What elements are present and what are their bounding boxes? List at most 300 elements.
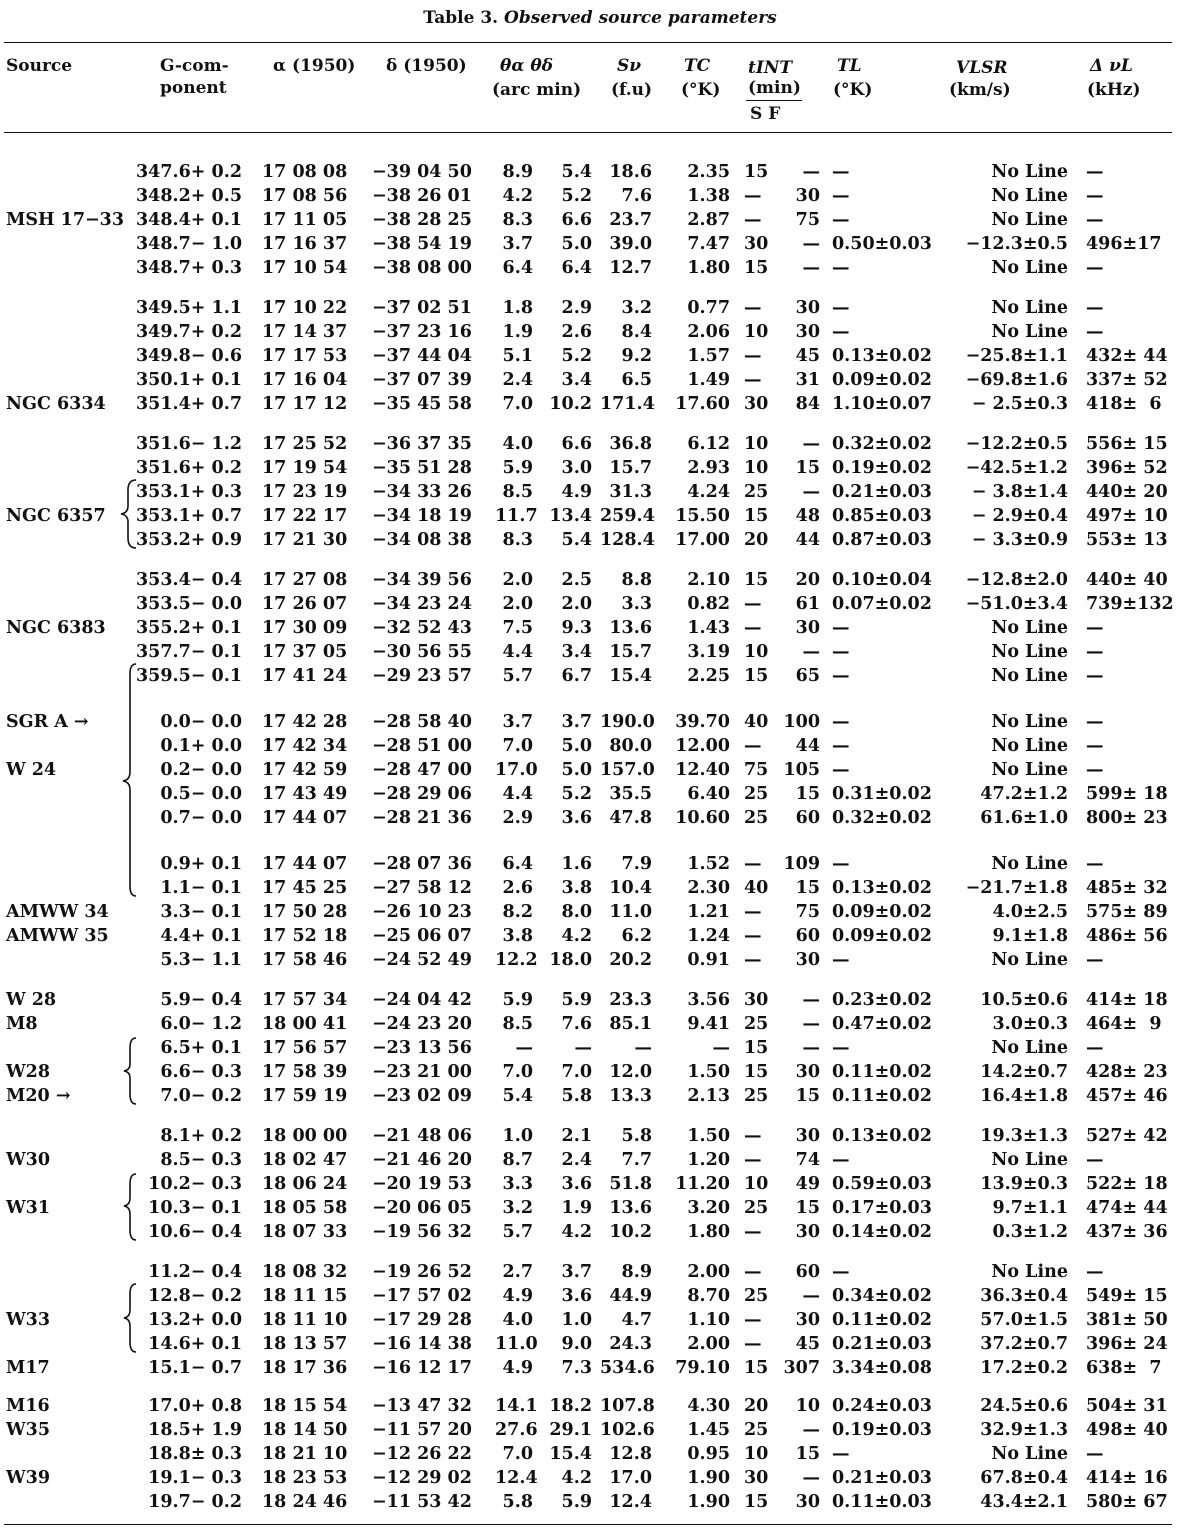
cell-tf: — [802,258,820,278]
cell-v: − 2.9±0.4 [971,506,1068,526]
cell-tf: — [802,234,820,254]
cell-ts: 15 [744,666,769,686]
cell-tl: — [832,854,850,874]
cell-d: −39 04 50 [372,162,472,182]
cell-d: −37 23 16 [372,322,472,342]
cell-d: −28 58 40 [372,712,472,732]
cell-tf: 15 [795,1086,820,1106]
cell-td: 5.9 [561,1492,592,1512]
cell-ta: 3.8 [502,926,533,946]
cell-d: −12 29 02 [372,1468,472,1488]
cell-a: 18 11 10 [262,1310,348,1330]
cell-d: −34 08 38 [372,530,472,550]
cell-tf: 49 [795,1174,820,1194]
table-row [0,1284,1200,1308]
cell-dn: — [1086,186,1104,206]
table-row [0,232,1200,256]
cell-ts: 15 [744,258,769,278]
cell-s: 8.4 [621,322,652,342]
cell-ta: 4.0 [502,1310,533,1330]
cell-v: 67.8±0.4 [980,1468,1068,1488]
cell-tl: 0.59±0.03 [832,1174,932,1194]
cell-a: 17 44 07 [262,808,348,828]
cell-v: −12.2±0.5 [965,434,1068,454]
header-tint: tINT [748,58,792,78]
cell-g: 17.0+ 0.8 [148,1396,242,1416]
cell-ta: 2.6 [502,878,533,898]
cell-tl: — [832,186,850,206]
cell-v: 61.6±1.0 [980,808,1068,828]
cell-g: 6.5+ 0.1 [160,1038,242,1058]
cell-ta: 8.3 [502,530,533,550]
cell-g: 347.6+ 0.2 [136,162,242,182]
cell-td: 15.4 [549,1444,592,1464]
cell-g: 18.8± 0.3 [148,1444,242,1464]
cell-ta: 7.0 [502,1444,533,1464]
cell-td: 5.9 [561,990,592,1010]
cell-tl: — [832,1262,850,1282]
cell-d: −23 13 56 [372,1038,472,1058]
cell-ts: — [744,210,762,230]
cell-tc: 0.95 [687,1444,730,1464]
cell-dn: 432± 44 [1086,346,1168,366]
cell-tl: — [832,618,850,638]
cell-dn: 418± 6 [1086,394,1162,414]
cell-ts: — [744,1222,762,1242]
cell-tl: 0.13±0.02 [832,1126,932,1146]
cell-dn: 396± 24 [1086,1334,1168,1354]
cell-ts: — [744,1126,762,1146]
table-row [0,1124,1200,1148]
cell-d: −37 44 04 [372,346,472,366]
cell-s: 35.5 [609,784,652,804]
cell-tl: 0.50±0.03 [832,234,932,254]
cell-ts: 25 [744,784,769,804]
cell-dn: — [1086,1038,1104,1058]
cell-tc: 12.40 [675,760,730,780]
cell-v: −12.3±0.5 [965,234,1068,254]
cell-a: 17 19 54 [262,458,348,478]
cell-s: 36.8 [609,434,652,454]
cell-src: NGC 6334 [6,394,106,414]
table-row [0,1148,1200,1172]
cell-ta: 6.4 [502,854,533,874]
cell-dn: — [1086,1150,1104,1170]
table-row [0,1220,1200,1244]
header-alpha: α (1950) [273,56,356,76]
cell-v: 32.9±1.3 [980,1420,1068,1440]
cell-ts: 15 [744,1492,769,1512]
table-row [0,1418,1200,1442]
cell-dn: 381± 50 [1086,1310,1168,1330]
cell-td: 3.0 [561,458,592,478]
cell-td: 9.3 [561,618,592,638]
table-row [0,432,1200,456]
cell-tc: 1.52 [687,854,730,874]
table-row [0,1466,1200,1490]
cell-tl: 0.21±0.03 [832,1334,932,1354]
cell-d: −24 23 20 [372,1014,472,1034]
header-vlsr-unit: (km/s) [949,80,1011,100]
cell-tf: — [802,162,820,182]
cell-a: 17 43 49 [262,784,348,804]
cell-dn: — [1086,618,1104,638]
cell-tc: 4.24 [687,482,730,502]
cell-v: − 3.3±0.9 [971,530,1068,550]
cell-td: 7.3 [561,1358,592,1378]
cell-dn: 428± 23 [1086,1062,1168,1082]
cell-ts: — [744,618,762,638]
cell-tc: 2.00 [687,1334,730,1354]
cell-g: 350.1+ 0.1 [136,370,242,390]
cell-v: No Line [991,322,1068,342]
header-s: Sν [617,56,642,76]
cell-ta: 5.7 [502,1222,533,1242]
cell-ta: — [515,1038,533,1058]
cell-a: 18 13 57 [262,1334,348,1354]
header-tint-unit: (min) [748,78,801,98]
cell-v: 10.5±0.6 [980,990,1068,1010]
cell-s: 31.3 [609,482,652,502]
cell-td: 5.2 [561,346,592,366]
cell-a: 17 10 54 [262,258,348,278]
cell-ts: 10 [744,434,769,454]
cell-v: No Line [991,210,1068,230]
cell-dn: 337± 52 [1086,370,1168,390]
cell-a: 18 17 36 [262,1358,348,1378]
cell-ta: 14.1 [495,1396,538,1416]
table-row [0,528,1200,552]
cell-g: 4.4+ 0.1 [160,926,242,946]
table-caption: Observed source parameters [504,8,777,28]
cell-s: 15.7 [609,642,652,662]
cell-d: −25 06 07 [372,926,472,946]
cell-dn: — [1086,322,1104,342]
cell-v: 57.0±1.5 [980,1310,1068,1330]
cell-v: −42.5±1.2 [965,458,1068,478]
cell-tf: 15 [795,1198,820,1218]
cell-g: 18.5+ 1.9 [148,1420,242,1440]
cell-ta: 8.5 [502,482,533,502]
cell-s: 39.0 [609,234,652,254]
cell-v: 43.4±2.1 [980,1492,1068,1512]
cell-tc: 1.90 [687,1468,730,1488]
table-row [0,1260,1200,1284]
cell-tf: — [802,1468,820,1488]
cell-td: 2.9 [561,298,592,318]
cell-ts: 10 [744,322,769,342]
cell-tl: 0.09±0.02 [832,370,932,390]
cell-dn: 396± 52 [1086,458,1168,478]
cell-ta: 3.2 [502,1198,533,1218]
cell-ta: 5.7 [502,666,533,686]
cell-s: 157.0 [600,760,655,780]
cell-tl: 0.32±0.02 [832,434,932,454]
cell-ta: 7.5 [502,618,533,638]
cell-ts: 30 [744,394,769,414]
cell-ts: 30 [744,234,769,254]
cell-g: 348.7− 1.0 [136,234,242,254]
cell-v: No Line [991,298,1068,318]
cell-tf: 30 [795,186,820,206]
cell-src: M20 → [6,1086,71,1106]
cell-ts: — [744,950,762,970]
table-row [0,1394,1200,1418]
cell-d: −20 19 53 [372,1174,472,1194]
table-row [0,948,1200,972]
cell-td: 29.1 [549,1420,592,1440]
cell-g: 351.4+ 0.7 [136,394,242,414]
cell-tl: — [832,666,850,686]
header-theta: θα θδ [500,56,554,76]
cell-g: 3.3− 0.1 [160,902,242,922]
cell-td: 5.4 [561,162,592,182]
cell-ts: 25 [744,1086,769,1106]
cell-tf: 30 [795,1062,820,1082]
cell-tc: 3.56 [687,990,730,1010]
cell-tl: — [832,712,850,732]
cell-s: 23.7 [609,210,652,230]
cell-g: 0.0− 0.0 [160,712,242,732]
cell-g: 8.5− 0.3 [160,1150,242,1170]
cell-a: 17 08 08 [262,162,348,182]
cell-ts: — [744,902,762,922]
cell-ta: 3.3 [502,1174,533,1194]
table-row [0,852,1200,876]
cell-g: 10.2− 0.3 [148,1174,242,1194]
cell-td: 4.2 [561,1468,592,1488]
cell-td: 18.2 [549,1396,592,1416]
table-row [0,640,1200,664]
cell-g: 0.7− 0.0 [160,808,242,828]
cell-tc: 4.30 [687,1396,730,1416]
cell-td: 2.6 [561,322,592,342]
cell-src: AMWW 35 [6,926,109,946]
cell-dn: 580± 67 [1086,1492,1168,1512]
cell-g: 19.7− 0.2 [148,1492,242,1512]
cell-tc: 1.57 [687,346,730,366]
cell-tc: 2.87 [687,210,730,230]
cell-d: −21 48 06 [372,1126,472,1146]
cell-tl: — [832,322,850,342]
header-tl: TL [837,56,862,76]
cell-g: 349.7+ 0.2 [136,322,242,342]
cell-td: 8.0 [561,902,592,922]
cell-a: 18 05 58 [262,1198,348,1218]
cell-ts: 20 [744,1396,769,1416]
cell-dn: — [1086,736,1104,756]
cell-tf: 60 [795,1262,820,1282]
cell-tc: 1.90 [687,1492,730,1512]
cell-tl: 0.32±0.02 [832,808,932,828]
cell-a: 17 37 05 [262,642,348,662]
cell-g: 13.2+ 0.0 [148,1310,242,1330]
cell-td: 2.4 [561,1150,592,1170]
cell-tc: 8.70 [687,1286,730,1306]
cell-tc: 9.41 [687,1014,730,1034]
cell-tl: 0.07±0.02 [832,594,932,614]
cell-g: 14.6+ 0.1 [148,1334,242,1354]
cell-ta: 8.5 [502,1014,533,1034]
cell-ta: 4.2 [502,186,533,206]
cell-v: 4.0±2.5 [992,902,1068,922]
cell-dn: 800± 23 [1086,808,1168,828]
cell-tl: — [832,642,850,662]
cell-tc: 12.00 [675,736,730,756]
cell-a: 18 11 15 [262,1286,348,1306]
cell-s: 107.8 [600,1396,655,1416]
cell-tf: 20 [795,570,820,590]
cell-td: 2.0 [561,594,592,614]
cell-v: No Line [991,736,1068,756]
cell-tf: 10 [795,1396,820,1416]
cell-ts: 15 [744,1062,769,1082]
cell-tf: 84 [795,394,820,414]
cell-tl: 0.23±0.02 [832,990,932,1010]
cell-tc: 1.21 [687,902,730,922]
cell-tc: 3.20 [687,1198,730,1218]
cell-tf: 30 [795,298,820,318]
cell-s: 3.3 [621,594,652,614]
cell-v: −21.7±1.8 [965,878,1068,898]
cell-td: 18.0 [549,950,592,970]
cell-v: 16.4±1.8 [980,1086,1068,1106]
cell-g: 0.9+ 0.1 [160,854,242,874]
cell-tc: 79.10 [675,1358,730,1378]
cell-v: 9.7±1.1 [992,1198,1068,1218]
cell-tl: 0.13±0.02 [832,878,932,898]
cell-dn: 464± 9 [1086,1014,1162,1034]
cell-tc: 2.13 [687,1086,730,1106]
cell-s: 13.6 [609,1198,652,1218]
cell-tc: 15.50 [675,506,730,526]
cell-a: 17 16 04 [262,370,348,390]
cell-ts: 25 [744,1286,769,1306]
cell-tc: 1.45 [687,1420,730,1440]
cell-dn: — [1086,642,1104,662]
cell-tc: 2.30 [687,878,730,898]
cell-g: 15.1− 0.7 [148,1358,242,1378]
cell-v: No Line [991,1150,1068,1170]
cell-tc: — [712,1038,730,1058]
cell-tf: 44 [795,736,820,756]
cell-tl: 0.24±0.03 [832,1396,932,1416]
cell-ts: — [744,346,762,366]
bottom-rule [4,1524,1172,1525]
cell-d: −38 28 25 [372,210,472,230]
cell-tc: 10.60 [675,808,730,828]
cell-dn: 440± 20 [1086,482,1168,502]
cell-s: 128.4 [600,530,655,550]
cell-a: 18 14 50 [262,1420,348,1440]
cell-src: W33 [6,1310,51,1330]
cell-ta: 1.0 [502,1126,533,1146]
cell-src: AMWW 34 [6,902,109,922]
cell-v: No Line [991,186,1068,206]
cell-tf: 307 [783,1358,820,1378]
header-tc: TC [684,56,711,76]
cell-dn: — [1086,854,1104,874]
cell-td: 1.6 [561,854,592,874]
table-row [0,1036,1200,1060]
cell-ts: 10 [744,1174,769,1194]
cell-ts: 25 [744,808,769,828]
cell-v: 24.5±0.6 [980,1396,1068,1416]
cell-tl: 0.11±0.02 [832,1062,932,1082]
cell-dn: 553± 13 [1086,530,1168,550]
header-s-unit: (f.u) [611,80,653,100]
cell-tl: 0.17±0.03 [832,1198,932,1218]
cell-d: −29 23 57 [372,666,472,686]
cell-ts: 10 [744,642,769,662]
cell-tf: 15 [795,784,820,804]
cell-g: 0.5− 0.0 [160,784,242,804]
cell-ta: 8.2 [502,902,533,922]
cell-tl: 0.11±0.03 [832,1492,932,1512]
cell-dn: — [1086,1444,1104,1464]
cell-s: 24.3 [609,1334,652,1354]
cell-g: 348.2+ 0.5 [136,186,242,206]
cell-ts: 25 [744,1420,769,1440]
cell-ts: 75 [744,760,769,780]
cell-td: 4.2 [561,1222,592,1242]
cell-td: 3.6 [561,1286,592,1306]
cell-tl: — [832,298,850,318]
cell-ta: 3.7 [502,712,533,732]
cell-src: M16 [6,1396,50,1416]
cell-src: NGC 6357 [6,506,106,526]
cell-tc: 1.38 [687,186,730,206]
cell-ts: — [744,186,762,206]
cell-g: 0.2− 0.0 [160,760,242,780]
cell-a: 18 00 00 [262,1126,348,1146]
cell-ta: 11.7 [495,506,538,526]
cell-tc: 1.80 [687,258,730,278]
cell-tc: 7.47 [687,234,730,254]
cell-a: 17 27 08 [262,570,348,590]
cell-a: 17 41 24 [262,666,348,686]
cell-s: 9.2 [621,346,652,366]
cell-tf: 30 [795,950,820,970]
cell-dn: — [1086,258,1104,278]
cell-d: −30 56 55 [372,642,472,662]
cell-tf: 60 [795,926,820,946]
table-row [0,368,1200,392]
table-row [0,456,1200,480]
cell-ts: 30 [744,1468,769,1488]
table-row [0,1012,1200,1036]
cell-v: 9.1±1.8 [992,926,1068,946]
cell-td: 9.0 [561,1334,592,1354]
table-row [0,1084,1200,1108]
table-row [0,1308,1200,1332]
cell-td: 6.4 [561,258,592,278]
cell-tc: 1.24 [687,926,730,946]
cell-g: 351.6− 1.2 [136,434,242,454]
cell-tl: 0.21±0.03 [832,1468,932,1488]
cell-src: M8 [6,1014,38,1034]
cell-tf: 105 [783,760,820,780]
cell-d: −27 58 12 [372,878,472,898]
table-row [0,924,1200,948]
cell-s: 11.0 [609,902,652,922]
cell-td: 4.9 [561,482,592,502]
cell-g: 359.5− 0.1 [136,666,242,686]
cell-dn: 575± 89 [1086,902,1168,922]
cell-tc: 2.10 [687,570,730,590]
cell-d: −20 06 05 [372,1198,472,1218]
cell-tf: 30 [795,1222,820,1242]
